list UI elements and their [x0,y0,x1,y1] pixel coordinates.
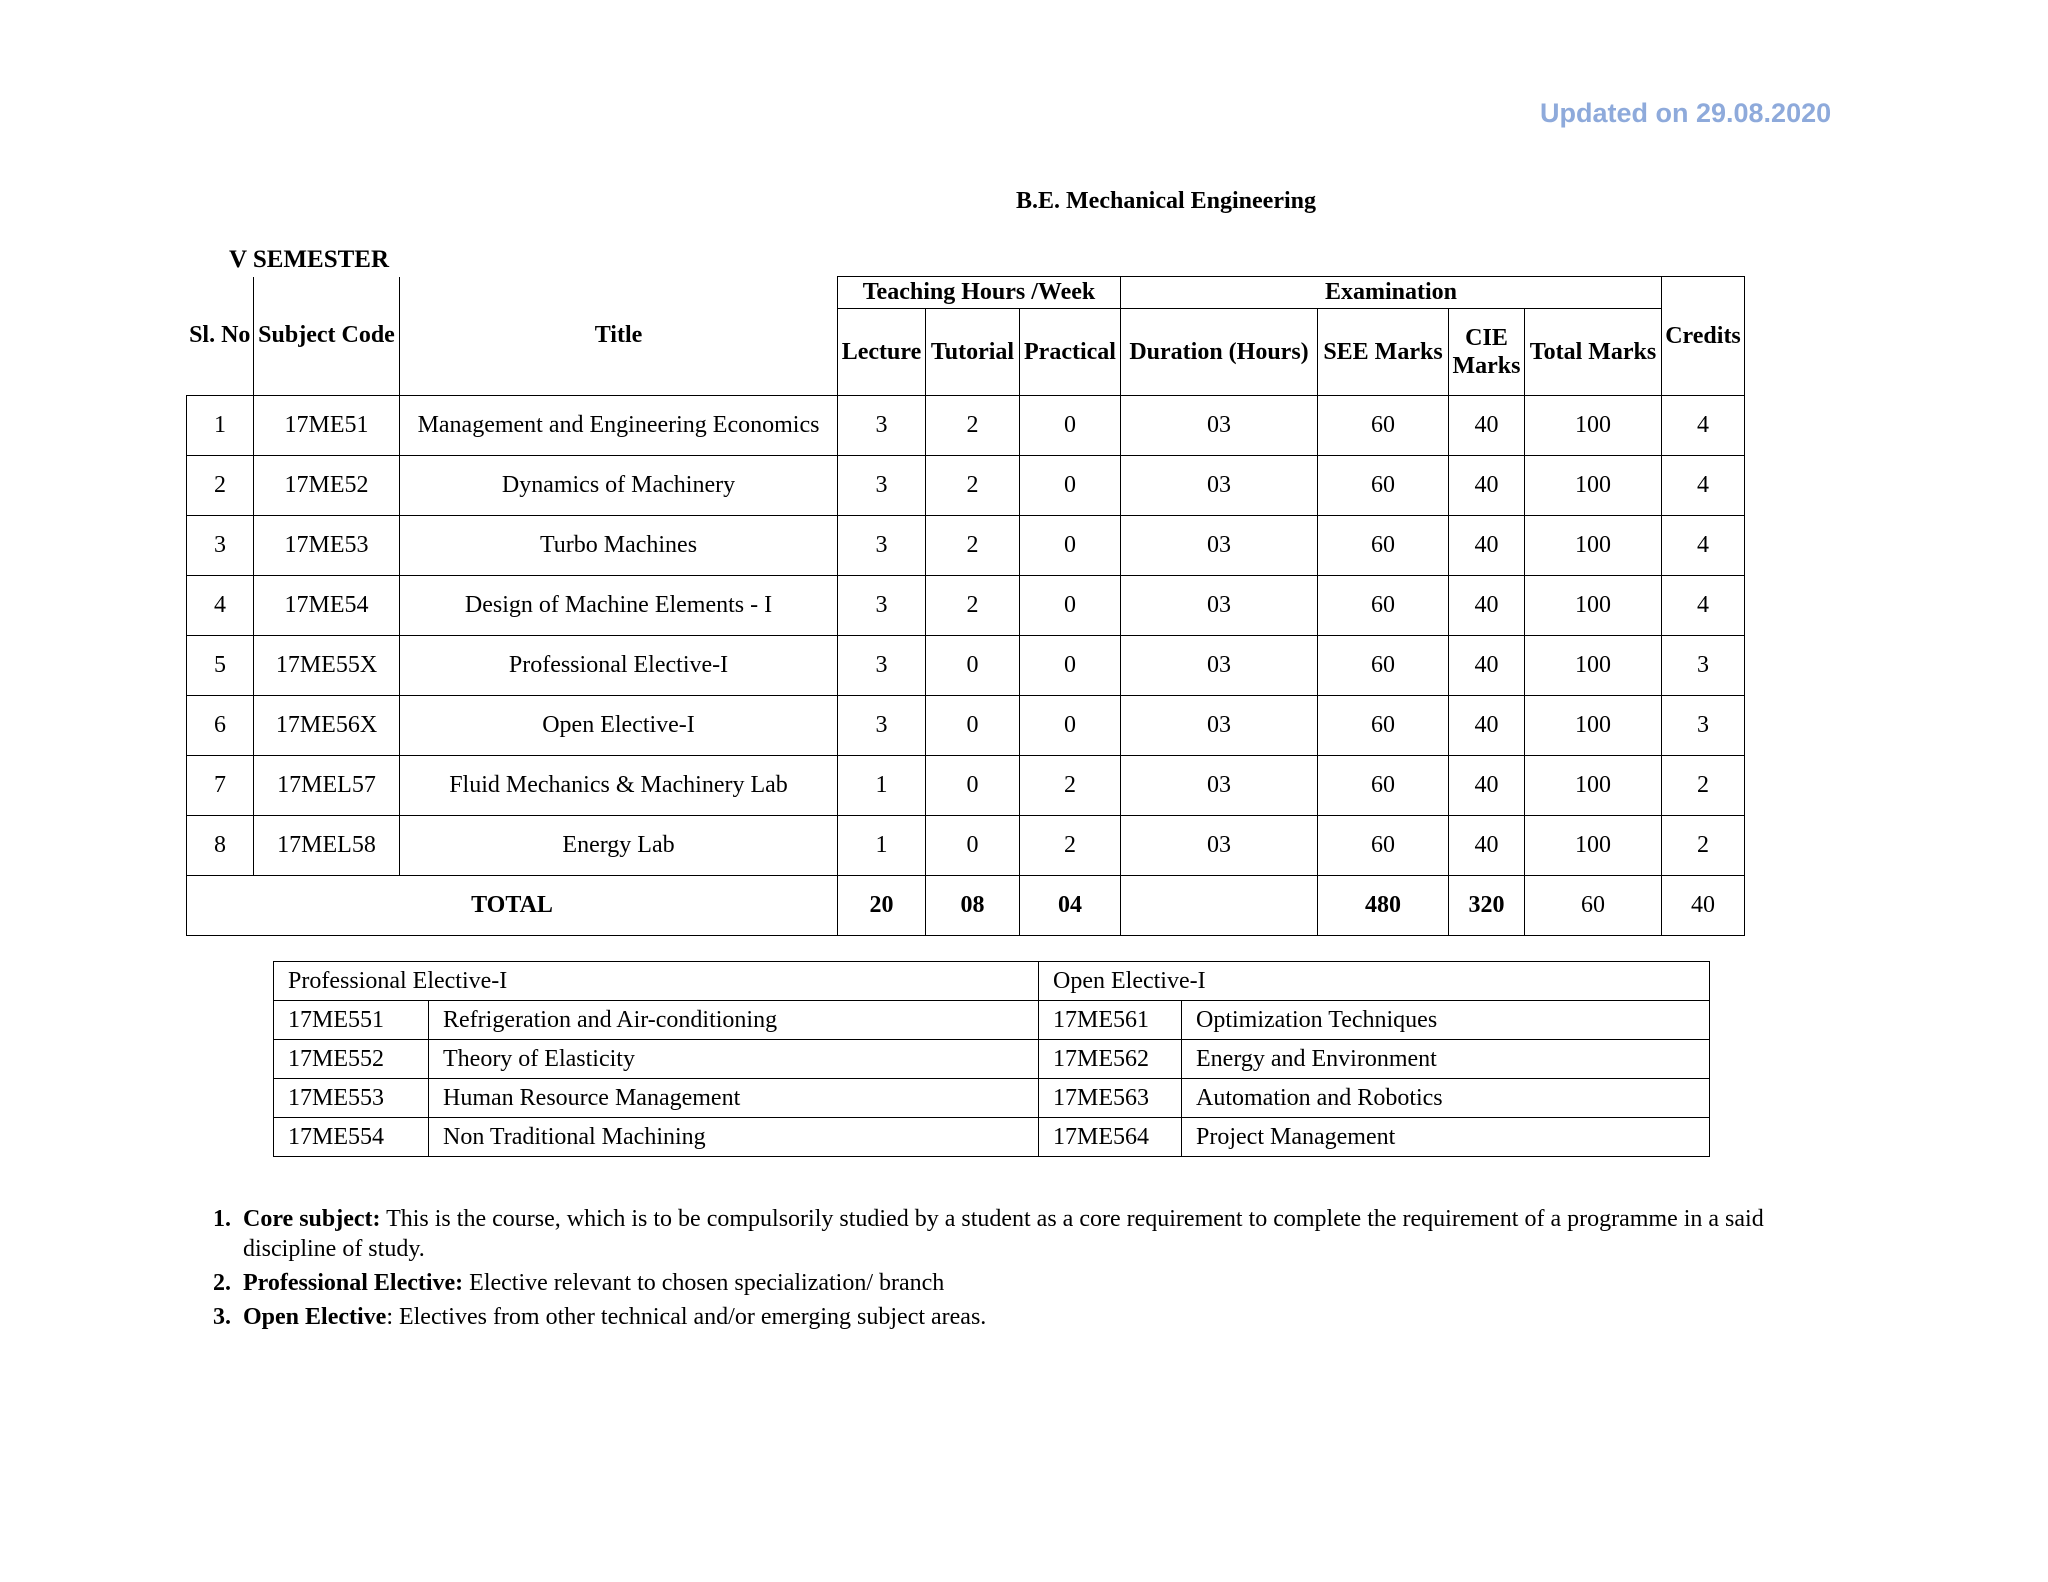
cell-tutorial: 2 [926,456,1020,516]
oe-code: 17ME563 [1039,1079,1182,1118]
cell-code: 17MEL58 [254,816,400,876]
cell-practical: 0 [1020,636,1121,696]
total-label: TOTAL [187,876,838,936]
note-text: Elective relevant to chosen specialization/ branch [463,1270,945,1296]
elective-row [274,1079,1710,1118]
cell-see: 60 [1318,516,1449,576]
cell-duration: 03 [1121,756,1318,816]
table-row [187,636,1745,696]
cell-total: 100 [1525,456,1662,516]
total-practical: 04 [1020,876,1121,936]
oe-code: 17ME564 [1039,1118,1182,1157]
oe-code: 17ME561 [1039,1001,1182,1040]
note-term: Open Elective [243,1304,387,1330]
document-title: B.E. Mechanical Engineering [1016,188,1316,214]
cell-tutorial: 2 [926,396,1020,456]
cell-duration: 03 [1121,456,1318,516]
oe-name: Energy and Environment [1182,1040,1710,1079]
cell-title: Management and Engineering Economics [400,396,838,456]
cell-see: 60 [1318,576,1449,636]
cell-see: 60 [1318,816,1449,876]
col-sl-no: Sl. No [187,277,254,396]
col-credits: Credits [1662,277,1745,396]
col-total-marks: Total Marks [1525,309,1662,396]
cell-tutorial: 0 [926,696,1020,756]
cell-total: 100 [1525,636,1662,696]
total-credits: 40 [1662,876,1745,936]
note-term: Professional Elective: [243,1270,464,1296]
cell-code: 17ME52 [254,456,400,516]
cell-see: 60 [1318,636,1449,696]
list-item [213,1268,1853,1298]
note-number: 2. [213,1270,231,1296]
cell-duration: 03 [1121,396,1318,456]
pe-code: 17ME554 [274,1118,429,1157]
cell-title: Dynamics of Machinery [400,456,838,516]
cell-total: 100 [1525,756,1662,816]
cell-title: Professional Elective-I [400,636,838,696]
cell-total: 100 [1525,396,1662,456]
cell-credits: 4 [1662,516,1745,576]
cell-title: Energy Lab [400,816,838,876]
cell-cie: 40 [1449,396,1525,456]
list-item [213,1302,1853,1332]
oe-name: Automation and Robotics [1182,1079,1710,1118]
cell-lecture: 1 [838,756,926,816]
cell-lecture: 3 [838,576,926,636]
elective-row [274,1118,1710,1157]
elective-table [273,961,1710,1157]
total-see: 480 [1318,876,1449,936]
elective-row [274,1040,1710,1079]
col-cie-marks: CIE Marks [1449,309,1525,396]
cell-title: Design of Machine Elements - I [400,576,838,636]
cell-sl: 1 [187,396,254,456]
cell-lecture: 3 [838,636,926,696]
cell-cie: 40 [1449,516,1525,576]
cell-sl: 7 [187,756,254,816]
pe-name: Human Resource Management [429,1079,1039,1118]
cell-tutorial: 0 [926,816,1020,876]
table-row [187,396,1745,456]
open-elective-heading: Open Elective-I [1039,962,1710,1001]
cell-credits: 3 [1662,636,1745,696]
cell-code: 17ME54 [254,576,400,636]
pe-name: Theory of Elasticity [429,1040,1039,1079]
cell-code: 17MEL57 [254,756,400,816]
cell-cie: 40 [1449,816,1525,876]
cell-lecture: 3 [838,456,926,516]
cell-sl: 8 [187,816,254,876]
total-marks: 60 [1525,876,1662,936]
cell-duration: 03 [1121,696,1318,756]
cell-duration: 03 [1121,516,1318,576]
col-teaching-hours: Teaching Hours /Week [838,277,1121,309]
cell-tutorial: 2 [926,576,1020,636]
elective-row [274,1001,1710,1040]
cell-lecture: 1 [838,816,926,876]
scheme-table [186,276,1745,936]
cell-practical: 2 [1020,816,1121,876]
cell-cie: 40 [1449,756,1525,816]
cell-duration: 03 [1121,636,1318,696]
cell-tutorial: 2 [926,516,1020,576]
cell-credits: 2 [1662,816,1745,876]
professional-elective-heading: Professional Elective-I [274,962,1039,1001]
table-row [187,456,1745,516]
cell-code: 17ME51 [254,396,400,456]
total-lecture: 20 [838,876,926,936]
cell-practical: 0 [1020,696,1121,756]
pe-name: Refrigeration and Air-conditioning [429,1001,1039,1040]
definitions-list [213,1204,1853,1336]
cell-sl: 2 [187,456,254,516]
col-duration: Duration (Hours) [1121,309,1318,396]
table-row [187,696,1745,756]
cell-credits: 4 [1662,396,1745,456]
updated-date: Updated on 29.08.2020 [1540,98,1832,128]
total-duration [1121,876,1318,936]
cell-see: 60 [1318,456,1449,516]
pe-name: Non Traditional Machining [429,1118,1039,1157]
cell-lecture: 3 [838,396,926,456]
oe-name: Project Management [1182,1118,1710,1157]
cell-cie: 40 [1449,636,1525,696]
note-text: : Electives from other technical and/or emerging subject areas. [386,1304,987,1330]
cell-credits: 4 [1662,456,1745,516]
cell-sl: 3 [187,516,254,576]
col-tutorial: Tutorial [926,309,1020,396]
oe-code: 17ME562 [1039,1040,1182,1079]
cell-sl: 6 [187,696,254,756]
cell-practical: 2 [1020,756,1121,816]
cell-tutorial: 0 [926,636,1020,696]
col-title: Title [400,277,838,396]
pe-code: 17ME553 [274,1079,429,1118]
cell-cie: 40 [1449,576,1525,636]
total-row [187,876,1745,936]
cell-title: Turbo Machines [400,516,838,576]
cell-tutorial: 0 [926,756,1020,816]
cell-duration: 03 [1121,816,1318,876]
cell-credits: 2 [1662,756,1745,816]
cell-title: Open Elective-I [400,696,838,756]
total-cie: 320 [1449,876,1525,936]
pe-code: 17ME552 [274,1040,429,1079]
col-lecture: Lecture [838,309,926,396]
note-text: This is the course, which is to be compulsorily studied by a student as a core requirement to complete the requirement of a programme in a said discipline of study. [243,1206,1764,1262]
cell-practical: 0 [1020,456,1121,516]
note-number: 1. [213,1206,231,1232]
col-see-marks: SEE Marks [1318,309,1449,396]
note-number: 3. [213,1304,231,1330]
col-subject-code: Subject Code [254,277,400,396]
cell-practical: 0 [1020,576,1121,636]
pe-code: 17ME551 [274,1001,429,1040]
total-tutorial: 08 [926,876,1020,936]
cell-practical: 0 [1020,396,1121,456]
cell-total: 100 [1525,576,1662,636]
note-term: Core subject: [243,1206,381,1232]
cell-total: 100 [1525,516,1662,576]
cell-cie: 40 [1449,696,1525,756]
cell-code: 17ME56X [254,696,400,756]
cell-see: 60 [1318,756,1449,816]
table-row [187,576,1745,636]
table-row [187,816,1745,876]
cell-credits: 3 [1662,696,1745,756]
cell-sl: 4 [187,576,254,636]
cell-total: 100 [1525,696,1662,756]
semester-label: V SEMESTER [229,246,390,273]
cell-credits: 4 [1662,576,1745,636]
cell-sl: 5 [187,636,254,696]
cell-total: 100 [1525,816,1662,876]
cell-see: 60 [1318,396,1449,456]
cell-lecture: 3 [838,516,926,576]
list-item [213,1204,1853,1264]
cell-title: Fluid Mechanics & Machinery Lab [400,756,838,816]
oe-name: Optimization Techniques [1182,1001,1710,1040]
cell-cie: 40 [1449,456,1525,516]
cell-duration: 03 [1121,576,1318,636]
cell-see: 60 [1318,696,1449,756]
cell-practical: 0 [1020,516,1121,576]
cell-code: 17ME53 [254,516,400,576]
col-practical: Practical [1020,309,1121,396]
col-examination: Examination [1121,277,1662,309]
table-row [187,516,1745,576]
cell-code: 17ME55X [254,636,400,696]
cell-lecture: 3 [838,696,926,756]
table-row [187,756,1745,816]
